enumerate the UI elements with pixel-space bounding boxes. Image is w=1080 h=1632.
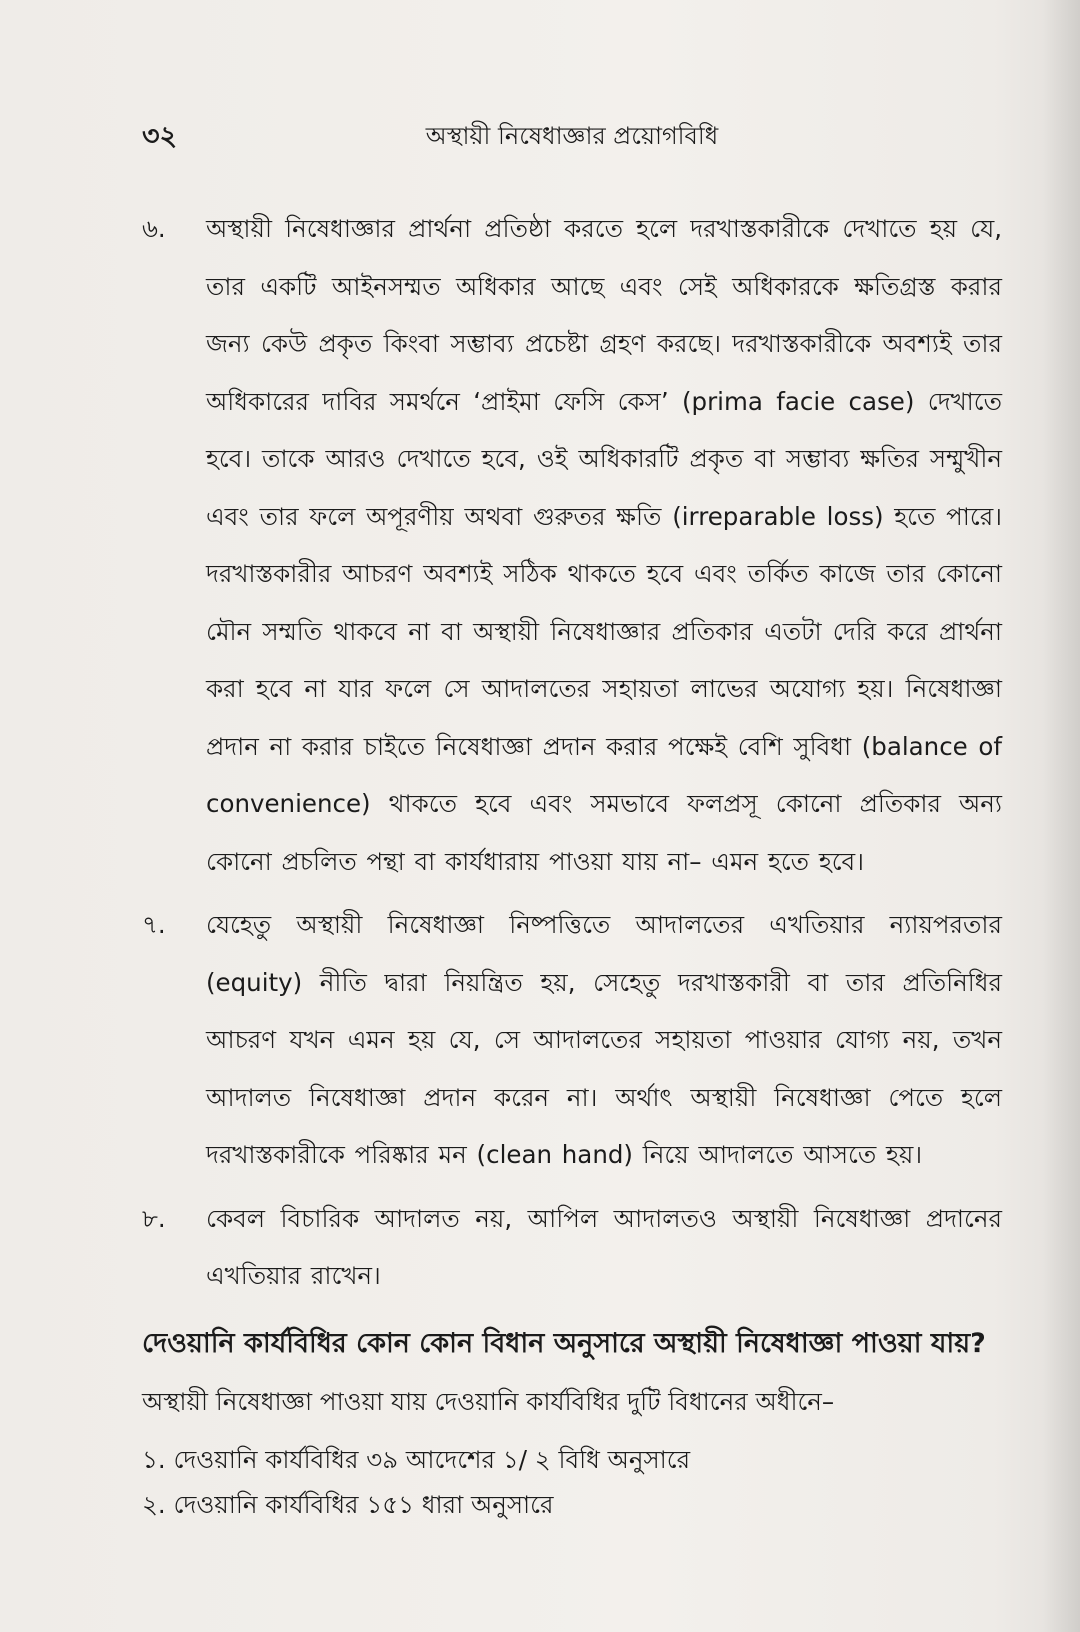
answer-paragraph: অস্থায়ী নিষেধাজ্ঞা পাওয়া যায় দেওয়ানি কার্যবিধির দুটি বিধানের অধীনে–: [142, 1386, 835, 1416]
point-number: ৮.: [142, 1203, 166, 1233]
list-item: ২. দেওয়ানি কার্যবিধির ১৫১ ধারা অনুসারে: [142, 1489, 554, 1519]
page-body: [142, 200, 1002, 1527]
point-number: ৭.: [142, 910, 166, 939]
page-edge-shadow: [1042, 0, 1080, 1632]
page-number: ৩২: [142, 121, 178, 152]
section-question-heading: দেওয়ানি কার্যবিধির কোন কোন বিধান অনুসারে অস্থায়ী নিষেধাজ্ঞা পাওয়া যায়?: [142, 1327, 986, 1359]
point-text: অস্থায়ী নিষেধাজ্ঞার প্রার্থনা প্রতিষ্ঠা করতে হলে দরখাস্তকারীকে দেখাতে হয় যে, তার একটি আইনসম্মত অধিকার আছে এবং সেই অধিকারকে ক্ষতিগ্রস্ত করার জন্য কেউ প্রকৃত কিংবা সম্ভাব্য প্রচেষ্টা গ্রহণ করছে। দরখাস্তকারীকে অবশ্যই তার অধিকারের দাবির সমর্থনে ‘প্রাইমা ফেসি কেস’ (prima facie case) দেখাতে হবে। তাকে আরও দেখাতে হবে, ওই অধিকারটি প্রকৃত বা সম্ভাব্য ক্ষতির সম্মুখীন এবং তার ফলে অপূরণীয় অথবা গুরুতর ক্ষতি (irreparable loss) হতে পারে। দরখাস্তকারীর আচরণ অবশ্যই সঠিক থাকতে হবে এবং তর্কিত কাজে তার কোনো মৌন সম্মতি থাকবে না বা অস্থায়ী নিষেধাজ্ঞার প্রতিকার এতটা দেরি করে প্রার্থনা করা হবে না যার ফলে সে আদালতের সহায়তা লাভের অযোগ্য হয়। নিষেধাজ্ঞা প্রদান না করার চাইতে নিষেধাজ্ঞা প্রদান করার পক্ষেই বেশি সুবিধা (balance of convenience) থাকতে হবে এবং সমভাবে ফলপ্রসূ কোনো প্রতিকার অন্য কোনো প্রচলিত পন্থা বা কার্যধারায় পাওয়া যায় না– এমন হতে হবে।: [206, 214, 1002, 876]
point-text: যেহেতু অস্থায়ী নিষেধাজ্ঞা নিষ্পত্তিতে আদালতের এখতিয়ার ন্যায়পরতার (equity) নীতি দ্বারা নিয়ন্ত্রিত হয়, সেহেতু দরখাস্তকারী বা তার প্রতিনিধির আচরণ যখন এমন হয় যে, সে আদালতের সহায়তা পাওয়ার যোগ্য নয়, তখন আদালত নিষেধাজ্ঞা প্রদান করেন না। অর্থাৎ অস্থায়ী নিষেধাজ্ঞা পেতে হলে দরখাস্তকারীকে পরিষ্কার মন (clean hand) নিয়ে আদালতে আসতে হয়।: [206, 910, 1002, 1169]
point-number: ৬.: [142, 214, 166, 243]
provision-list: [142, 1437, 1002, 1527]
numbered-point: [142, 1190, 1002, 1305]
page-header: [142, 116, 1002, 156]
numbered-point: [142, 200, 1002, 890]
list-item: ১. দেওয়ানি কার্যবিধির ৩৯ আদেশের ১/ ২ বিধি অনুসারে: [142, 1444, 691, 1474]
numbered-point: [142, 896, 1002, 1184]
running-head: অস্থায়ী নিষেধাজ্ঞার প্রয়োগবিধি: [425, 122, 719, 150]
point-text: কেবল বিচারিক আদালত নয়, আপিল আদালতও অস্থায়ী নিষেধাজ্ঞা প্রদানের এখতিয়ার রাখেন।: [206, 1203, 1002, 1290]
